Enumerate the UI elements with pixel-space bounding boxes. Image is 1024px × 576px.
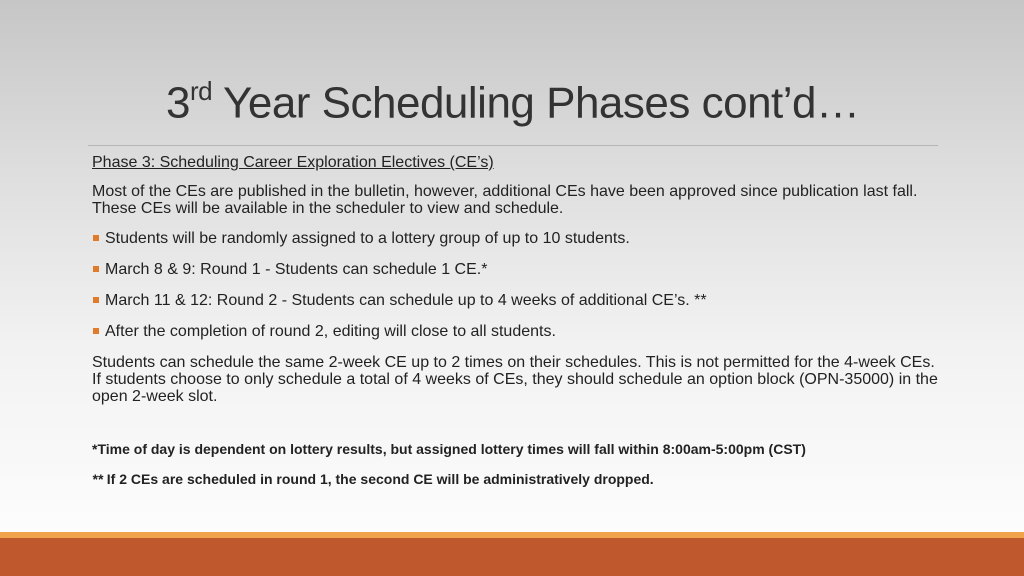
bullet-item xyxy=(92,323,942,340)
square-bullet-icon xyxy=(93,297,99,303)
phase-heading: Phase 3: Scheduling Career Exploration Electives (CE’s) xyxy=(92,154,494,171)
bullet-item xyxy=(92,230,942,247)
note-paragraph: Students can schedule the same 2-week CE up to 2 times on their schedules. This is not permitted for the 4-week CEs. If students choose to only schedule a total of 4 weeks of CEs, they should schedule an option block (OPN-35000) in the open 2-week slot. xyxy=(92,354,938,405)
title-superscript: rd xyxy=(189,76,213,106)
footnote-drop-text: If 2 CEs are scheduled in round 1, the second CE will be administratively dropped. xyxy=(102,471,654,487)
bullet-text: March 11 & 12: Round 2 - Students can schedule up to 4 weeks of additional CE’s. ** xyxy=(105,292,707,309)
footnote-time: *Time of day is dependent on lottery results, but assigned lottery times will fall within 8:00am-5:00pm (CST) xyxy=(92,441,806,457)
footer-bar xyxy=(0,538,1024,576)
bullet-text: March 8 & 9: Round 1 - Students can schedule 1 CE.* xyxy=(105,261,488,278)
square-bullet-icon xyxy=(93,266,99,272)
bullet-item xyxy=(92,292,942,309)
square-bullet-icon xyxy=(93,328,99,334)
footnote-drop xyxy=(92,471,942,488)
square-bullet-icon xyxy=(93,235,99,241)
bullet-text: After the completion of round 2, editing will close to all students. xyxy=(105,323,556,340)
slide-title xyxy=(166,78,926,129)
title-number: 3 xyxy=(166,78,190,128)
title-text: Year Scheduling Phases cont’d… xyxy=(212,78,860,128)
slide-body xyxy=(92,154,942,501)
title-divider xyxy=(88,145,938,146)
intro-paragraph: Most of the CEs are published in the bulletin, however, additional CEs have been approved since publication last fall. These CEs will be available in the scheduler to view and schedule. xyxy=(92,183,918,217)
bullet-item xyxy=(92,261,942,278)
footnote-stars: ** xyxy=(92,471,103,487)
bullet-text: Students will be randomly assigned to a lottery group of up to 10 students. xyxy=(105,230,630,247)
